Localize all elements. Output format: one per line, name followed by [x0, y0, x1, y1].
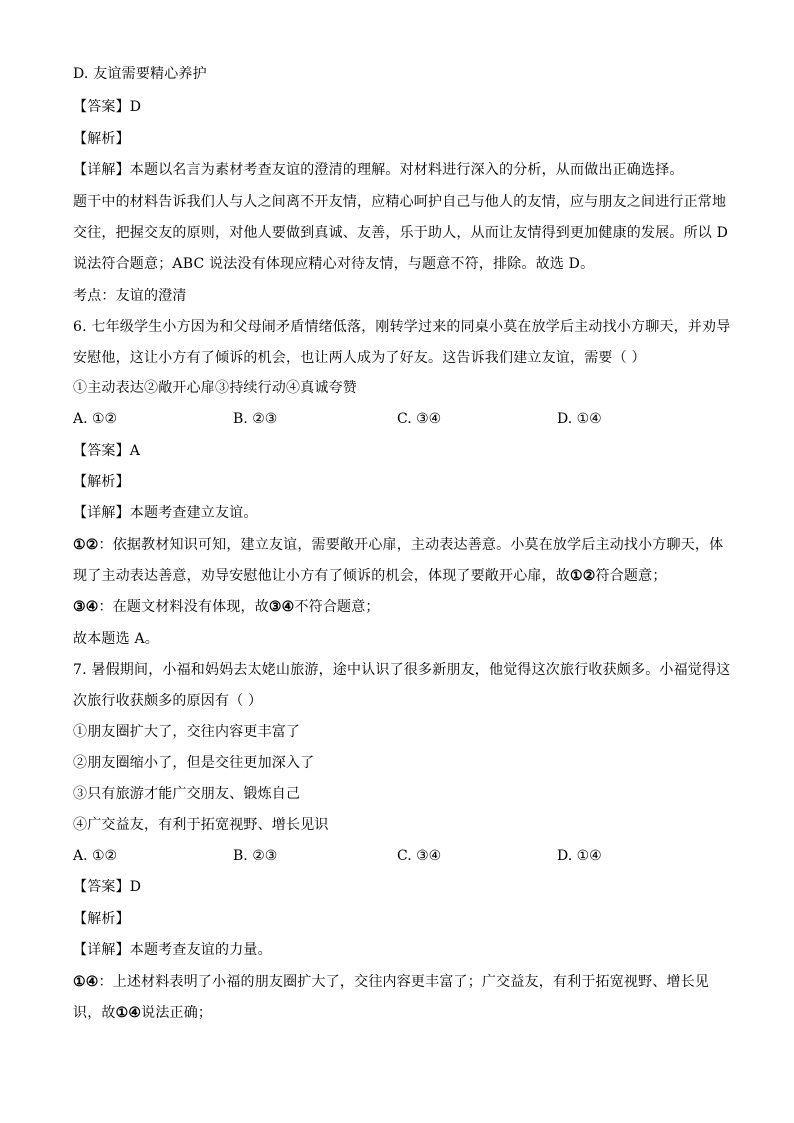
detail-line: 【详解】本题以名言为素材考查友谊的澄清的理解。对材料进行深入的分析，从而做出正确选择。 — [73, 162, 684, 178]
answer-label: 【答案】D — [73, 99, 142, 115]
question-item: ③只有旅游才能广交朋友、锻炼自己 — [73, 786, 301, 802]
kaodian-line: 考点：友谊的澄清 — [73, 288, 187, 304]
paragraph-text: ：在题文材料没有体现，故 — [98, 599, 269, 615]
question-stem: 6. 七年级学生小方因为和父母闹矛盾情绪低落，刚转学过来的同桌小莫在放学后主动找小方聊天，并劝导 — [73, 319, 731, 335]
answer-label: 【答案】D — [73, 879, 142, 895]
circled-marker: ①② — [73, 537, 99, 553]
question-items: ①主动表达②敞开心扉③持续行动④真诚夸赞 — [73, 380, 357, 396]
option-b: B. ②③ — [233, 411, 278, 427]
analysis-paragraph — [73, 597, 723, 617]
option-b: B. ②③ — [233, 848, 278, 864]
option-c: C. ③④ — [397, 411, 442, 427]
answer-label: 【答案】A — [73, 443, 141, 459]
circled-marker: ①④ — [115, 1005, 142, 1021]
paragraph-text: ：上述材料表明了小福的朋友圈扩大了，交往内容更丰富了；广交益友，有利于拓宽视野、增长见 — [98, 974, 710, 990]
analysis-paragraph — [73, 1003, 723, 1023]
analysis-paragraph — [73, 972, 723, 992]
analysis-paragraph: 题干中的材料告诉我们人与人之间离不开友情，应精心呵护自己与他人的友情，应与朋友之间进行正常地 — [73, 194, 727, 210]
paragraph-text: 识，故 — [73, 1005, 116, 1021]
analysis-paragraph — [73, 566, 723, 586]
analysis-label: 【解析】 — [73, 911, 130, 927]
circled-marker: ①② — [570, 568, 596, 584]
paragraph-text: 不符合题意； — [294, 599, 380, 615]
question-item: ④广交益友，有利于拓宽视野、增长见识 — [73, 817, 329, 833]
paragraph-text: 说法正确； — [141, 1005, 213, 1021]
question-stem: 7. 暑假期间，小福和妈妈去太姥山旅游，途中认识了很多新朋友，他觉得这次旅行收获颇多。小福觉得这 — [73, 662, 731, 678]
paragraph-text: 现了主动表达善意，劝导安慰他让小方有了倾诉的机会，体现了要敞开心扉，故 — [73, 568, 570, 584]
option-d: D. ①④ — [557, 848, 602, 864]
detail-line: 【详解】本题考查建立友谊。 — [73, 505, 258, 521]
paragraph-text: 符合题意； — [595, 568, 667, 584]
option-a: A. ①② — [73, 411, 118, 427]
option-d: D. ①④ — [557, 411, 602, 427]
analysis-label: 【解析】 — [73, 474, 130, 490]
question-item: ①朋友圈扩大了，交往内容更丰富了 — [73, 724, 301, 740]
question-stem: 次旅行收获颇多的原因有（ ） — [73, 693, 263, 709]
analysis-paragraph: 交往，把握交友的原则，对他人要做到真诚、友善，乐于助人，从而让友情得到更加健康的发展。所以 D — [73, 225, 729, 241]
paragraph-text: ：依据教材知识可知，建立友谊，需要敞开心扉，主动表达善意。小莫在放学后主动找小方聊天，体 — [98, 537, 724, 553]
conclusion-line: 故本题选 A。 — [73, 631, 159, 647]
analysis-label: 【解析】 — [73, 131, 130, 147]
analysis-paragraph: 说法符合题意；ABC 说法没有体现应精心对待友情，与题意不符，排除。故选 D。 — [73, 256, 595, 272]
option-d: D. 友谊需要精心养护 — [73, 66, 207, 82]
analysis-paragraph — [73, 535, 723, 555]
circled-marker: ①④ — [73, 974, 99, 990]
circled-marker: ③④ — [268, 599, 295, 615]
option-c: C. ③④ — [397, 848, 442, 864]
detail-line: 【详解】本题考查友谊的力量。 — [73, 942, 272, 958]
question-stem: 安慰他，这让小方有了倾诉的机会，也让两人成为了好友。这告诉我们建立友谊，需要（ ） — [73, 350, 646, 366]
question-item: ②朋友圈缩小了，但是交往更加深入了 — [73, 755, 315, 771]
circled-marker: ③④ — [73, 599, 99, 615]
option-a: A. ①② — [73, 848, 118, 864]
